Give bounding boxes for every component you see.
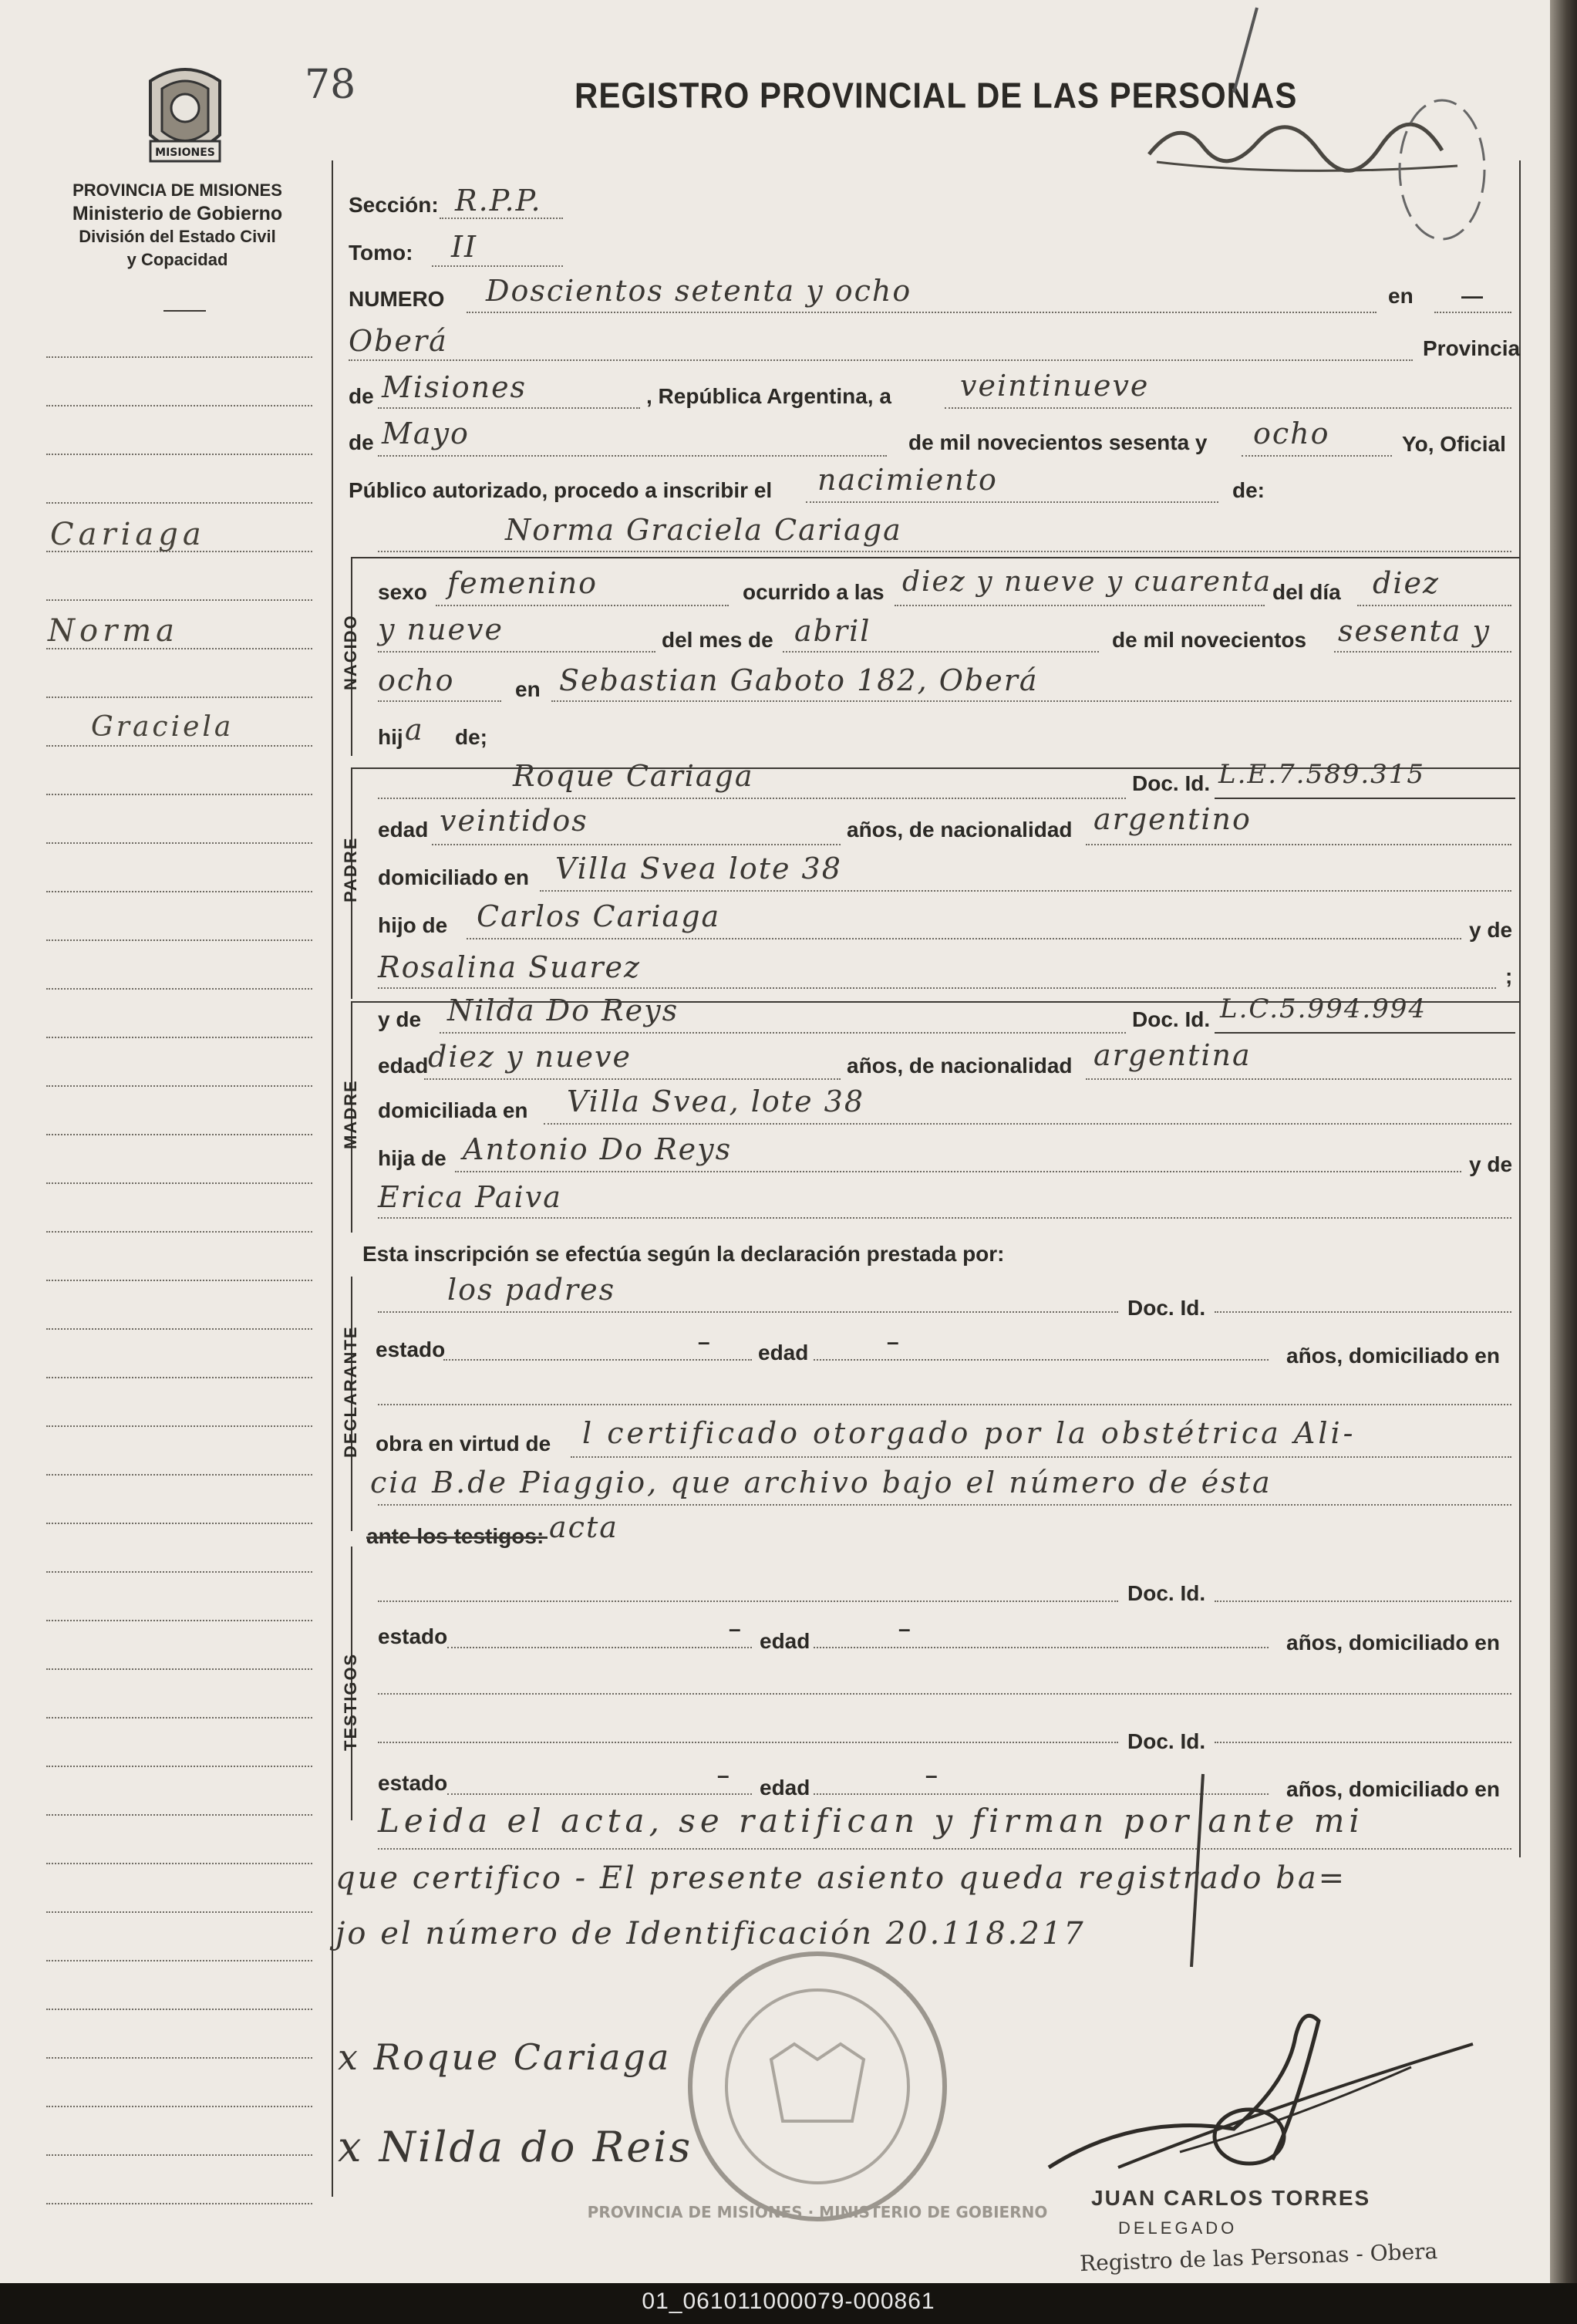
madre-nacionalidad: argentina <box>1093 1038 1252 1072</box>
margin-note-surname: Cariaga <box>50 517 206 552</box>
sexo-label: sexo <box>378 580 427 604</box>
book-binding-edge <box>1550 0 1577 2283</box>
closing-line-2: que certifico - El presente asiento queda registrado ba= <box>335 1860 1347 1896</box>
declarante-nombre-underline <box>378 1311 1118 1313</box>
declarante-anios-label: años, domiciliado en <box>1286 1344 1500 1368</box>
testigo1-doc-underline <box>1215 1600 1511 1602</box>
margin-rule <box>46 2009 312 2010</box>
obra-line-3: acta <box>549 1510 618 1544</box>
scan-filename: 01_061011000079-000861 <box>642 2289 935 2314</box>
seccion-value: R.P.P. <box>455 184 542 218</box>
mes-underline <box>378 455 887 457</box>
margin-rule <box>46 356 312 358</box>
de-colon-label: de: <box>1232 478 1265 502</box>
anio-underline <box>1242 455 1392 457</box>
declarante-section-label: DECLARANTE <box>341 1325 360 1458</box>
margin-rule <box>46 1328 312 1330</box>
padre-madre-underline <box>378 987 1496 989</box>
republica-label: , República Argentina, a <box>646 384 891 408</box>
en-lugar-label: en <box>515 677 541 701</box>
anio-nac-value: sesenta y <box>1338 614 1491 648</box>
hora-value: diez y nueve y cuarenta <box>902 566 1272 598</box>
padre-domicilio-underline <box>540 890 1511 892</box>
declarante-edad-label: edad <box>758 1341 809 1364</box>
lugar-value: Oberá <box>349 324 448 358</box>
declaracion-label: Esta inscripción se efectúa según la declaración prestada por: <box>362 1242 1005 1266</box>
official-signature <box>1041 1990 1488 2191</box>
testigo1-estado-underline <box>447 1647 752 1648</box>
sexo-underline <box>436 605 729 606</box>
nacido-top-rule <box>351 557 1519 558</box>
obra-label: obra en virtud de <box>376 1432 551 1455</box>
testigo2-doc-label: Doc. Id. <box>1127 1729 1206 1753</box>
closing-stroke <box>1172 1774 1234 1975</box>
obra-line-1: l certificado otorgado por la obstétrica Ali- <box>582 1416 1356 1450</box>
margin-rule <box>46 1134 312 1135</box>
testigo1-estado-label: estado <box>378 1624 448 1648</box>
padre-padre-underline <box>467 938 1461 939</box>
margin-rule <box>46 1571 312 1573</box>
padre-nombre-underline <box>378 798 1126 799</box>
testigo1-edad-underline <box>814 1647 1269 1648</box>
padre-domicilio-label: domiciliado en <box>378 865 530 889</box>
declarante-doc-label: Doc. Id. <box>1127 1296 1206 1320</box>
nacido-nombre: Norma Graciela Cariaga <box>505 513 902 547</box>
anio-nac-underline <box>1334 651 1511 653</box>
testigos-section-label: TESTIGOS <box>341 1652 360 1751</box>
seccion-underline <box>440 218 563 219</box>
madre-padre-underline <box>455 1171 1461 1172</box>
official-round-stamp <box>587 1944 1048 2229</box>
testigo2-estado-value: – <box>717 1763 730 1787</box>
testigo1-estado-value: – <box>729 1617 741 1641</box>
padre-edad-underline <box>432 844 841 845</box>
de-mil-novecientos-label: de mil novecientos <box>1112 628 1307 652</box>
numero-value: Doscientos setenta y ocho <box>486 274 912 308</box>
madre-domicilio-label: domiciliada en <box>378 1098 528 1122</box>
anio-value: ocho <box>1253 417 1330 450</box>
margin-rule <box>46 1474 312 1476</box>
madre-nac-label: años, de nacionalidad <box>847 1054 1073 1078</box>
margin-rule <box>46 1717 312 1719</box>
declarante-doc-underline <box>1215 1311 1511 1313</box>
mes-value: Mayo <box>382 417 470 450</box>
testigo1-anios-label: años, domiciliado en <box>1286 1631 1500 1654</box>
top-signature <box>1134 0 1504 255</box>
stamp-text: PROVINCIA DE MISIONES · MINISTERIO DE GOBIERNO <box>587 2203 1048 2221</box>
dia-nac-value: diez <box>1373 566 1440 600</box>
declarante-nombre: los padres <box>447 1273 616 1307</box>
del-dia-label: del día <box>1272 580 1341 604</box>
numero-underline <box>467 312 1377 313</box>
header-line-3: División del Estado Civil <box>79 227 276 246</box>
testigo1-edad-value: – <box>898 1617 911 1641</box>
margin-rule <box>46 939 312 941</box>
margin-rule <box>46 1960 312 1961</box>
dia-underline <box>945 407 1511 409</box>
padre-madre: Rosalina Suarez <box>378 950 641 984</box>
madre-doc-value: L.C.5.994.994 <box>1220 993 1427 1024</box>
testigo1-doc-label: Doc. Id. <box>1127 1581 1206 1605</box>
madre-doc-label: Doc. Id. <box>1132 1007 1211 1031</box>
mes-nac-value: abril <box>794 614 871 648</box>
nacido-section-label: NACIDO <box>341 614 360 690</box>
dia-nac-cont-underline <box>378 651 655 653</box>
margin-rule <box>46 1085 312 1087</box>
madre-doc-underline <box>1215 1032 1515 1034</box>
folio-number: 78 <box>305 62 356 108</box>
padre-section-label: PADRE <box>341 836 360 902</box>
testigo1-edad-label: edad <box>760 1629 810 1653</box>
testigo2-nombre-underline <box>378 1742 1118 1743</box>
ocurrido-label: ocurrido a las <box>743 580 885 604</box>
padre-padre: Carlos Cariaga <box>477 899 721 933</box>
tomo-value: II <box>451 230 478 264</box>
madre-domicilio-underline <box>544 1123 1511 1125</box>
margin-rule <box>46 697 312 698</box>
madre-section-label: MADRE <box>341 1079 360 1149</box>
closing-line-1: Leida el acta, se ratifican y firman por ante mi <box>378 1802 1364 1840</box>
declarante-estado-value: – <box>698 1330 710 1354</box>
madre-edad-value: diez y nueve <box>428 1040 632 1074</box>
numero-label: NUMERO <box>349 287 445 311</box>
anio-nac-cont-underline <box>378 700 501 702</box>
madre-nombre: Nilda Do Reys <box>447 993 679 1027</box>
testigo1-nombre-underline <box>378 1600 1118 1602</box>
closing-line-3: jo el número de Identificación 20.118.217 <box>335 1916 1086 1951</box>
declarante-edad-underline <box>814 1359 1269 1361</box>
obra-line-1-underline <box>571 1456 1511 1458</box>
padre-domicilio: Villa Svea lote 38 <box>555 852 842 885</box>
padre-edad-value: veintidos <box>440 804 588 838</box>
padre-nac-label: años, de nacionalidad <box>847 818 1073 842</box>
margin-rule <box>46 1037 312 1038</box>
hora-underline <box>895 605 1265 606</box>
lugar-underline <box>349 359 1413 361</box>
margin-rule <box>46 1523 312 1524</box>
margin-rule <box>46 599 312 601</box>
margin-rule <box>46 1231 312 1233</box>
padre-nac-underline <box>1086 844 1511 845</box>
margin-rule <box>46 502 312 504</box>
header-line-2: Ministerio de Gobierno <box>72 203 283 224</box>
mes-nac-underline <box>783 651 1099 653</box>
padre-y-de-label: y de <box>1469 918 1513 942</box>
hija-suffix: a <box>405 713 424 747</box>
padre-semicolon: ; <box>1505 964 1513 988</box>
madre-nombre-underline <box>440 1032 1126 1034</box>
provincia-underline <box>378 407 640 409</box>
margin-rule <box>46 1911 312 1913</box>
madre-y-de-label-2: y de <box>1469 1152 1513 1176</box>
provincia-label: Provincia <box>1423 336 1521 360</box>
margin-rule <box>46 2203 312 2204</box>
official-office: Registro de las Personas - Obera <box>1079 2238 1438 2277</box>
provincia-value: Misiones <box>382 370 527 404</box>
margin-rule <box>46 1425 312 1427</box>
acto-value: nacimiento <box>817 463 998 497</box>
header-line-1: PROVINCIA DE MISIONES <box>72 180 282 200</box>
margin-rule <box>46 1182 312 1184</box>
madre-y-de-label: y de <box>378 1007 422 1031</box>
dia-nac-underline <box>1357 605 1511 606</box>
issuer-header <box>31 179 324 272</box>
margin-rule <box>46 1766 312 1767</box>
padre-nacionalidad: argentino <box>1093 802 1252 836</box>
del-mes-label: del mes de <box>662 628 773 652</box>
margin-rule <box>46 891 312 892</box>
acto-underline <box>806 501 1218 503</box>
testigo2-anios-label: años, domiciliado en <box>1286 1777 1500 1801</box>
testigo2-estado-underline <box>447 1793 752 1795</box>
madre-domicilio: Villa Svea, lote 38 <box>567 1084 864 1118</box>
padre-doc-underline <box>1215 798 1515 799</box>
dia-nac-cont: y nueve <box>378 612 504 646</box>
margin-rule <box>46 794 312 795</box>
de-label: de <box>349 384 374 408</box>
testigo1-domicilio-underline <box>378 1693 1511 1695</box>
de-label-2: de <box>349 430 374 454</box>
declarante-domicilio-underline <box>378 1404 1511 1405</box>
padre-doc-label: Doc. Id. <box>1132 771 1211 795</box>
obra-line-2-underline <box>378 1504 1511 1506</box>
margin-rule <box>46 2154 312 2156</box>
margin-rule <box>46 2057 312 2059</box>
en-value: — <box>1461 284 1483 308</box>
tomo-label: Tomo: <box>349 241 413 265</box>
sexo-value: femenino <box>447 566 598 600</box>
closing-line-1-underline <box>378 1848 1511 1850</box>
anio-nac-cont: ocho <box>378 663 455 697</box>
official-name: JUAN CARLOS TORRES <box>1091 2186 1371 2210</box>
madre-nac-underline <box>1086 1078 1511 1080</box>
declarante-estado-underline <box>443 1359 752 1361</box>
margin-note-first-name: Norma <box>48 613 179 649</box>
hij-label: hij <box>378 725 403 749</box>
ante-testigos-strike <box>366 1536 548 1539</box>
madre-edad-underline <box>424 1078 841 1080</box>
lugar-nac-underline <box>551 700 1511 702</box>
testigo2-doc-underline <box>1215 1742 1511 1743</box>
margin-rule <box>46 1668 312 1670</box>
margin-rule <box>46 1377 312 1378</box>
margin-rule <box>46 405 312 406</box>
en-underline <box>1434 312 1511 313</box>
tomo-underline <box>432 265 563 267</box>
padre-edad-label: edad <box>378 818 429 842</box>
margin-rule <box>46 454 312 455</box>
anio-label: de mil novecientos sesenta y <box>908 430 1208 454</box>
svg-text:MISIONES: MISIONES <box>155 147 215 159</box>
province-seal-icon <box>135 58 235 174</box>
padre-hijo-de-label: hijo de <box>378 913 448 937</box>
father-signature: x Roque Cariaga <box>338 2036 672 2078</box>
margin-rule <box>46 1814 312 1816</box>
header-underline <box>163 310 206 312</box>
margin-rule <box>46 1280 312 1281</box>
document-title: REGISTRO PROVINCIAL DE LAS PERSONAS <box>575 75 1298 116</box>
header-line-4: y Copacidad <box>126 250 228 269</box>
margin-rule <box>46 745 312 747</box>
lugar-nac-value: Sebastian Gaboto 182, Oberá <box>559 663 1039 697</box>
madre-edad-label: edad <box>378 1054 429 1078</box>
margin-rule <box>46 842 312 844</box>
frame-left-border <box>332 160 333 2197</box>
seccion-label: Sección: <box>349 193 439 217</box>
margin-rule <box>46 1620 312 1621</box>
ante-testigos-label: ante los testigos: <box>366 1524 544 1548</box>
madre-hija-de-label: hija de <box>378 1146 446 1170</box>
publico-label: Público autorizado, procedo a inscribir el <box>349 478 773 502</box>
testigo2-estado-label: estado <box>378 1771 448 1795</box>
padre-doc-value: L.E.7.589.315 <box>1218 759 1426 790</box>
nombre-underline <box>378 551 1511 552</box>
margin-rule <box>46 988 312 990</box>
official-role: DELEGADO <box>1118 2218 1238 2238</box>
testigo2-edad-label: edad <box>760 1776 810 1799</box>
margin-rule <box>46 2106 312 2107</box>
madre-padre: Antonio Do Reys <box>463 1132 733 1166</box>
madre-madre: Erica Paiva <box>378 1180 562 1214</box>
frame-right-border <box>1519 160 1521 1857</box>
padre-nombre: Roque Cariaga <box>513 759 754 793</box>
declarante-edad-value: – <box>887 1330 899 1354</box>
yo-oficial-label: Yo, Oficial <box>1402 432 1506 456</box>
en-label: en <box>1388 284 1414 308</box>
declarante-estado-label: estado <box>376 1337 446 1361</box>
margin-note-middle-name: Graciela <box>91 711 234 743</box>
madre-madre-underline <box>378 1217 1511 1219</box>
testigo2-edad-value: – <box>925 1763 938 1787</box>
dia-value: veintinueve <box>960 369 1150 403</box>
obra-line-2: cia B.de Piaggio, que archivo bajo el número de ésta <box>370 1466 1272 1499</box>
margin-rule <box>46 1863 312 1864</box>
hija-de-label: de; <box>455 725 487 749</box>
mother-signature: x Nilda do Reis <box>338 2123 693 2171</box>
